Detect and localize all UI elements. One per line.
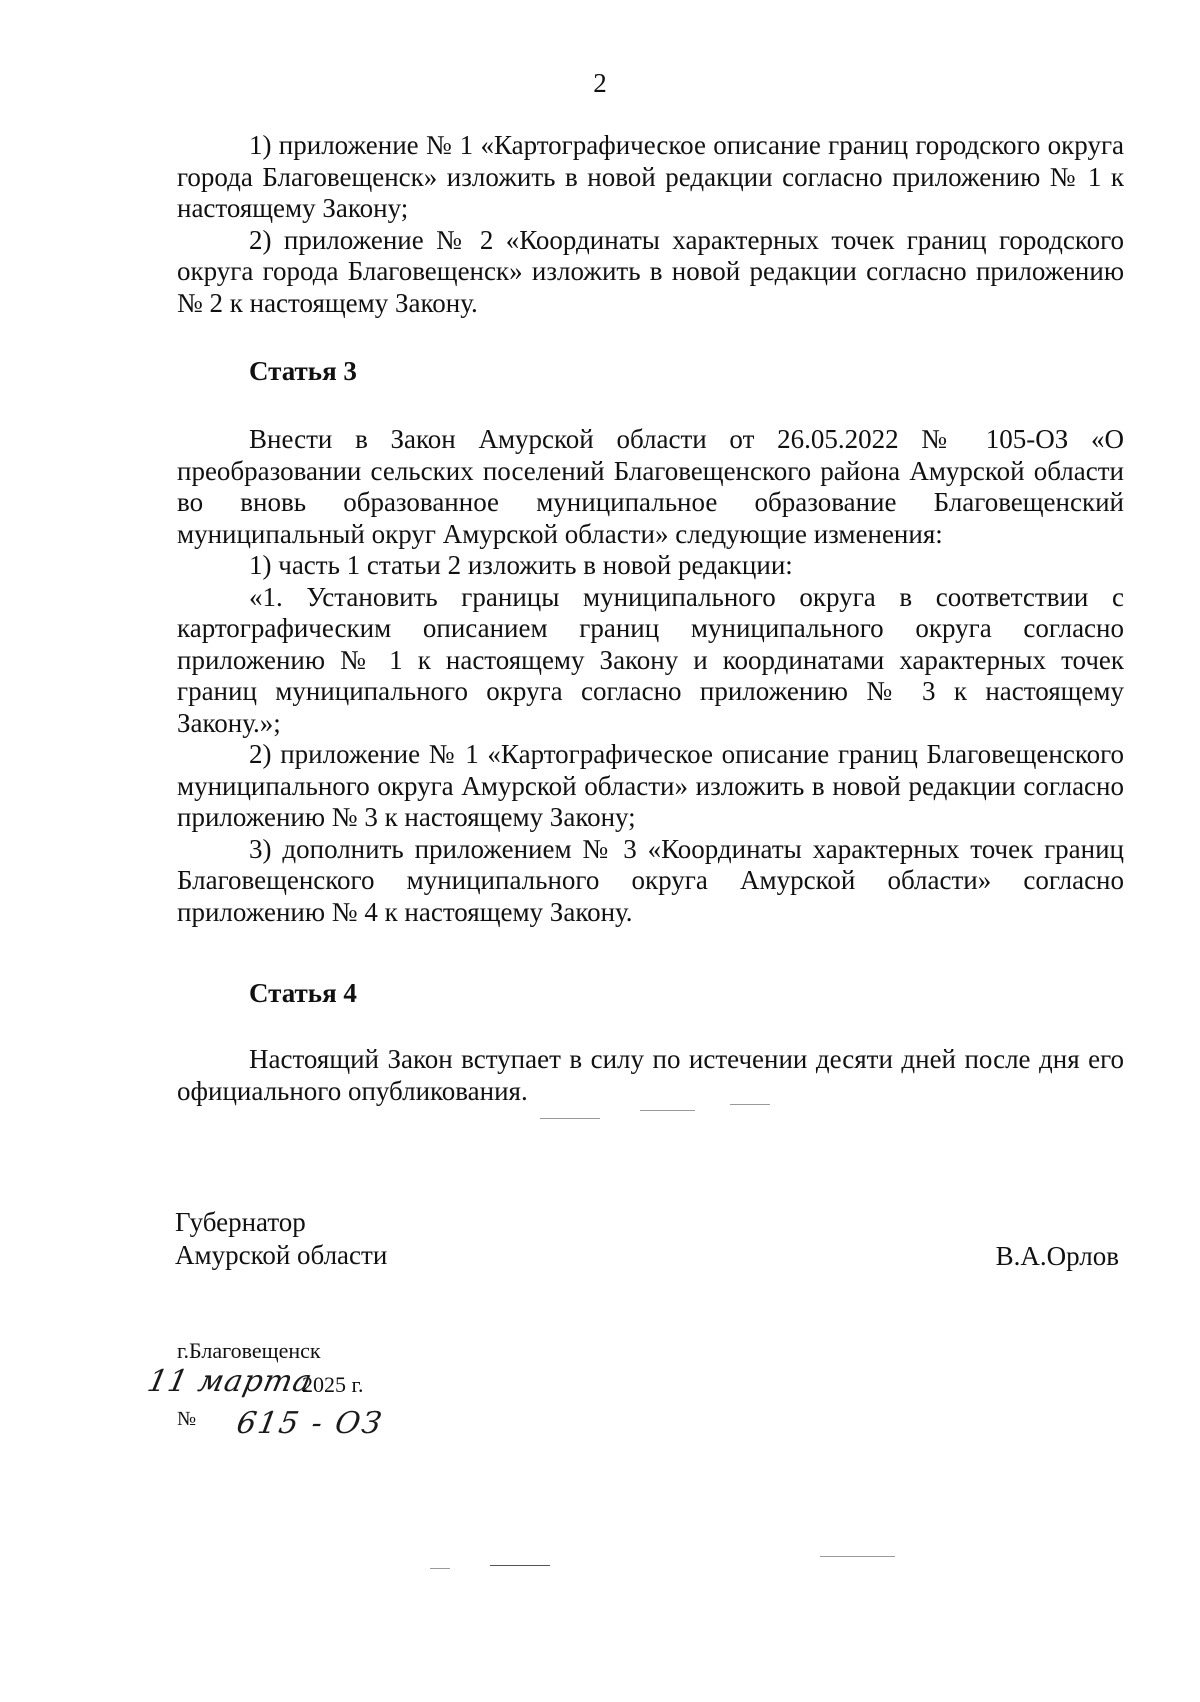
date-year: 2025 г. (302, 1372, 364, 1397)
page-number: 2 (593, 68, 607, 98)
intro-item-1: 1) приложение № 1 «Картографическое описание границ городского округа города Благовещенск» изложить в новой редакции согласно приложению № 1 к настоящему Закону; (177, 130, 1124, 223)
intro-item-2: 2) приложение № 2 «Координаты характерных точек границ городского округа города Благовещенск» изложить в новой редакции согласно приложению № 2 к настоящему Закону. (177, 224, 1124, 318)
article-3-paragraph: 1) часть 1 статьи 2 изложить в новой редакции: (249, 550, 793, 580)
date-line (144, 1364, 448, 1406)
place-of-signing: г.Благовещенск (177, 1338, 321, 1363)
handwritten-law-number: 615 - ОЗ (233, 1406, 386, 1441)
scan-artifact (490, 1565, 550, 1566)
signatory-name: В.А.Орлов (995, 1241, 1119, 1271)
article-4-body (177, 1044, 1124, 1107)
article-3-paragraph: Внести в Закон Амурской области от 26.05.2022 № 105-ОЗ «О преобразовании сельских поселений Благовещенского района Амурской области во вновь образованное муниципальное образование Благовещенский муниципальный округ Амурской области» следующие изменения: (177, 424, 1124, 549)
scan-artifact (640, 1110, 695, 1111)
article-3-paragraph: 2) приложение № 1 «Картографическое описание границ Благовещенского муниципального округа Амурской области» изложить в новой редакции согласно приложению № 3 к настоящему Закону; (177, 739, 1124, 832)
number-sign: № (177, 1408, 197, 1430)
intro-items (177, 130, 1124, 319)
signatory-position-line: Губернатор (175, 1207, 306, 1237)
article-4-paragraph: Настоящий Закон вступает в силу по истечении десяти дней после дня его официального опубликования. (177, 1044, 1124, 1106)
scan-artifact (540, 1118, 600, 1119)
article-3-body (177, 424, 1124, 928)
scan-artifact (730, 1104, 770, 1105)
article-3-paragraph: 3) дополнить приложением № 3 «Координаты характерных точек границ Благовещенского муниципального округа Амурской области» согласно приложению № 4 к настоящему Закону. (177, 833, 1124, 927)
article-3-paragraph: «1. Установить границы муниципального округа в соответствии с картографическим описанием границ муниципального округа согласно приложению № 1 к настоящему Закону и координатами характерных точек границ муниципального округа согласно приложению № 3 к настоящему Закону.»; (177, 581, 1124, 738)
scan-artifact (430, 1568, 450, 1569)
signatory-position (175, 1206, 387, 1272)
signatory-position-line: Амурской области (175, 1240, 388, 1270)
law-number-line (177, 1406, 477, 1446)
handwritten-date: 11 марта (144, 1364, 316, 1399)
article-4-title: Статья 4 (249, 978, 357, 1008)
scan-artifact (820, 1556, 895, 1557)
article-3-title: Статья 3 (249, 356, 357, 386)
